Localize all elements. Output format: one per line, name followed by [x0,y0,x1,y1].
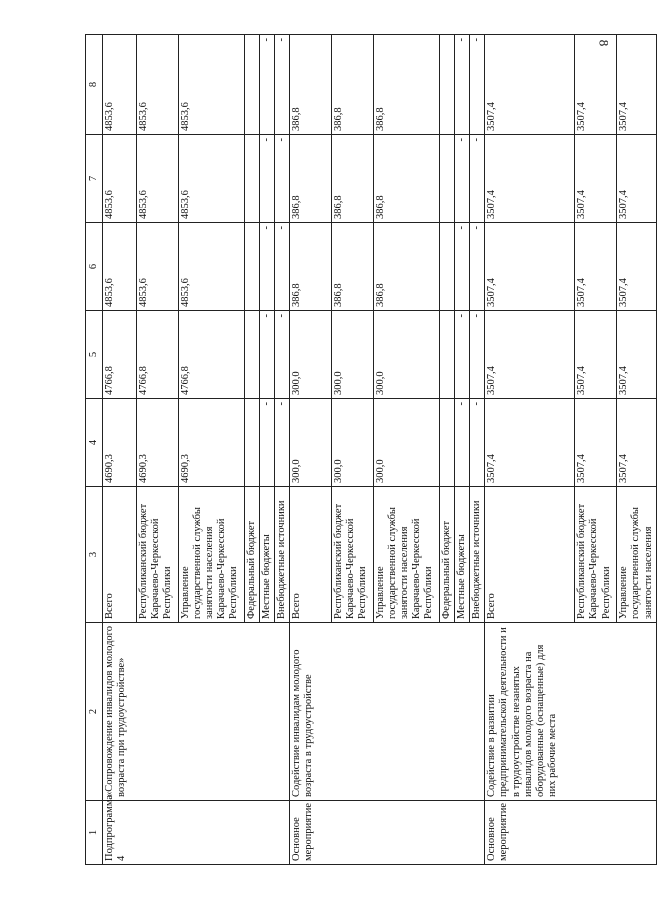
value-cell: 3507,4 [617,399,656,487]
value-cell: - [260,135,275,223]
col-header: 4 [86,399,103,487]
program-title: Содействие инвалидам молодого возраста в трудоустройстве [290,623,485,801]
value-cell [440,135,455,223]
value-cell: 300,0 [290,399,332,487]
table-row [103,35,137,865]
value-cell: 3507,4 [575,311,617,399]
program-code: Основное мероприятие [485,801,656,865]
value-cell: 300,0 [374,311,440,399]
col-header: 1 [86,801,103,865]
value-cell: 3507,4 [617,311,656,399]
value-cell: 386,8 [332,35,374,135]
value-cell: - [260,223,275,311]
col-header: 2 [86,623,103,801]
value-cell: - [455,35,470,135]
header-row [86,35,103,865]
value-cell: - [275,135,290,223]
value-cell: 3507,4 [617,35,656,135]
funding-source: Внебюджетные источники [470,487,485,623]
value-cell: - [275,35,290,135]
funding-source: Местные бюджеты [455,487,470,623]
value-cell: 3507,4 [485,135,575,223]
value-cell: - [455,311,470,399]
funding-source: Республиканский бюджет Карачаево-Черкесской Республики [332,487,374,623]
value-cell: 4766,8 [103,311,137,399]
value-cell: 4853,6 [137,135,179,223]
funding-source: Всего [290,487,332,623]
value-cell: 3507,4 [575,399,617,487]
value-cell: 4853,6 [179,223,245,311]
col-header: 3 [86,487,103,623]
value-cell: 3507,4 [485,35,575,135]
value-cell [440,399,455,487]
value-cell [245,135,260,223]
value-cell: 4766,8 [137,311,179,399]
program-title: «Сопровождение инвалидов молодого возраста при трудоустройстве» [103,623,290,801]
value-cell: - [470,35,485,135]
value-cell: - [260,399,275,487]
value-cell [440,223,455,311]
value-cell: 4853,6 [179,35,245,135]
value-cell: 3507,4 [617,135,656,223]
value-cell: - [470,135,485,223]
rotated-table-frame [85,35,654,865]
funding-source: Республиканский бюджет Карачаево-Черкесской Республики [137,487,179,623]
value-cell: 386,8 [290,35,332,135]
value-cell: 300,0 [374,399,440,487]
value-cell: - [260,311,275,399]
funding-source: Всего [103,487,137,623]
value-cell: 386,8 [290,223,332,311]
value-cell: - [275,311,290,399]
value-cell [440,311,455,399]
value-cell: 3507,4 [485,223,575,311]
value-cell: - [260,35,275,135]
funding-source: Внебюджетные источники [275,487,290,623]
value-cell: 4853,6 [103,35,137,135]
value-cell: 3507,4 [575,223,617,311]
value-cell: 4853,6 [103,223,137,311]
document-page [85,35,654,865]
funding-source: Управление государственной службы занятости населения [617,487,656,623]
funding-source: Управление государственной службы занятости населения Карачаево-Черкесской Республики [179,487,245,623]
value-cell: 4853,6 [137,35,179,135]
col-header: 8 [86,35,103,135]
funding-table [85,34,657,865]
col-header: 6 [86,223,103,311]
table-row [290,35,332,865]
value-cell: 4853,6 [137,223,179,311]
value-cell: 4690,3 [103,399,137,487]
value-cell: 4690,3 [179,399,245,487]
value-cell: 3507,4 [485,311,575,399]
program-code: Основное мероприятие [290,801,485,865]
value-cell: - [275,399,290,487]
funding-source: Федеральный бюджет [440,487,455,623]
value-cell: 4766,8 [179,311,245,399]
value-cell: - [455,223,470,311]
value-cell: - [455,135,470,223]
funding-source: Управление государственной службы занятости населения Карачаево-Черкесской Республики [374,487,440,623]
program-title: Содействие в развитии предпринимательской деятельности и в трудоустройстве незанятых инвалидов молодого возраста на оборудованные (оснащенные) для них рабочие места [485,623,656,801]
value-cell: 386,8 [374,35,440,135]
page-number: 8 [596,39,612,47]
value-cell: 386,8 [374,223,440,311]
funding-source: Федеральный бюджет [245,487,260,623]
value-cell [245,311,260,399]
value-cell: 4853,6 [179,135,245,223]
value-cell: - [470,311,485,399]
value-cell: - [275,223,290,311]
value-cell: 386,8 [332,135,374,223]
col-header: 5 [86,311,103,399]
value-cell: - [455,399,470,487]
value-cell [245,223,260,311]
value-cell: 4853,6 [103,135,137,223]
table-row [485,35,575,865]
value-cell [440,35,455,135]
value-cell: 300,0 [332,399,374,487]
value-cell: 300,0 [332,311,374,399]
funding-source: Всего [485,487,575,623]
value-cell: 4690,3 [137,399,179,487]
value-cell: 3507,4 [575,135,617,223]
value-cell: - [470,223,485,311]
value-cell: 300,0 [290,311,332,399]
program-code: Подпрограмма 4 [103,801,290,865]
value-cell: 386,8 [332,223,374,311]
value-cell: 386,8 [374,135,440,223]
col-header: 7 [86,135,103,223]
value-cell [245,35,260,135]
value-cell: 386,8 [290,135,332,223]
funding-source: Местные бюджеты [260,487,275,623]
value-cell: 3507,4 [617,223,656,311]
funding-source: Республиканский бюджет Карачаево-Черкесской Республики [575,487,617,623]
value-cell: - [470,399,485,487]
value-cell: 3507,4 [575,35,617,135]
value-cell [245,399,260,487]
value-cell: 3507,4 [485,399,575,487]
